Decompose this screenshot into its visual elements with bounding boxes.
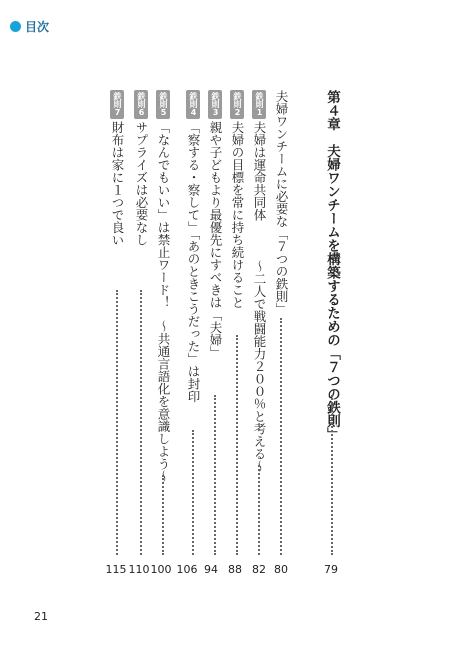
rule-badge: 鉄則5 bbox=[156, 90, 170, 119]
rule-badge: 鉄則2 bbox=[230, 90, 244, 119]
rule-badge: 鉄則7 bbox=[110, 90, 124, 119]
rule-title-text: 親や子どもより最優先にすべきは「夫婦」 bbox=[208, 121, 223, 359]
rule-5-page: 100 bbox=[150, 563, 172, 576]
toc-header bbox=[10, 18, 49, 35]
rule-6-title bbox=[132, 90, 150, 246]
rule-7-title bbox=[108, 90, 126, 246]
rule-5-leader bbox=[162, 475, 165, 555]
rule-title-text: サプライズは必要なし bbox=[134, 121, 149, 246]
chapter-title: 第４章 夫婦ワンチームを構築するための「７つの鉄則」 bbox=[324, 90, 340, 441]
intro-title: 夫婦ワンチームに必要な「７つの鉄則」 bbox=[274, 90, 289, 315]
bullet-dot-icon bbox=[10, 21, 21, 32]
rule-3-page: 94 bbox=[204, 563, 218, 576]
rule-2-title bbox=[228, 90, 246, 309]
toc-title: 目次 bbox=[25, 20, 50, 34]
rule-7-leader bbox=[116, 290, 119, 555]
rule-badge: 鉄則6 bbox=[134, 90, 148, 119]
rule-title-text: 財布は家に１つで良い bbox=[110, 121, 125, 246]
rule-1-leader bbox=[258, 465, 261, 555]
chapter-page: 79 bbox=[324, 563, 338, 576]
rule-6-page: 110 bbox=[128, 563, 150, 576]
rule-5-title bbox=[154, 90, 172, 309]
chapter-leader bbox=[331, 395, 334, 555]
page-number: 21 bbox=[34, 610, 48, 623]
intro-page: 80 bbox=[274, 563, 288, 576]
rule-badge: 鉄則1 bbox=[252, 90, 266, 119]
rule-3-leader bbox=[214, 395, 217, 555]
rule-title-text: 「なんでもいい」は禁止ワード！ bbox=[156, 121, 171, 309]
rule-title-text: 夫婦は運命共同体 bbox=[252, 121, 267, 221]
rule-badge: 鉄則3 bbox=[208, 90, 222, 119]
rule-4-leader bbox=[192, 430, 195, 555]
rule-2-leader bbox=[236, 335, 239, 555]
rule-5-subtitle: 〜共通言語化を意識しよう〜 bbox=[156, 320, 171, 483]
rule-title-text: 「察する・察して」「あのときこうだった」は封印 bbox=[186, 121, 201, 403]
rule-6-leader bbox=[140, 290, 143, 555]
rule-1-page: 82 bbox=[252, 563, 266, 576]
rule-2-page: 88 bbox=[228, 563, 242, 576]
rule-1-subtitle: 〜二人で戦闘能力２００％と考える〜 bbox=[252, 260, 267, 473]
rule-badge: 鉄則4 bbox=[186, 90, 200, 119]
rule-title-text: 夫婦の目標を常に持ち続けること bbox=[230, 121, 245, 309]
rule-4-title bbox=[184, 90, 202, 402]
rule-4-page: 106 bbox=[176, 563, 198, 576]
rule-7-page: 115 bbox=[105, 563, 127, 576]
intro-leader bbox=[280, 318, 283, 555]
rule-1-title bbox=[250, 90, 268, 221]
rule-3-title bbox=[206, 90, 224, 359]
